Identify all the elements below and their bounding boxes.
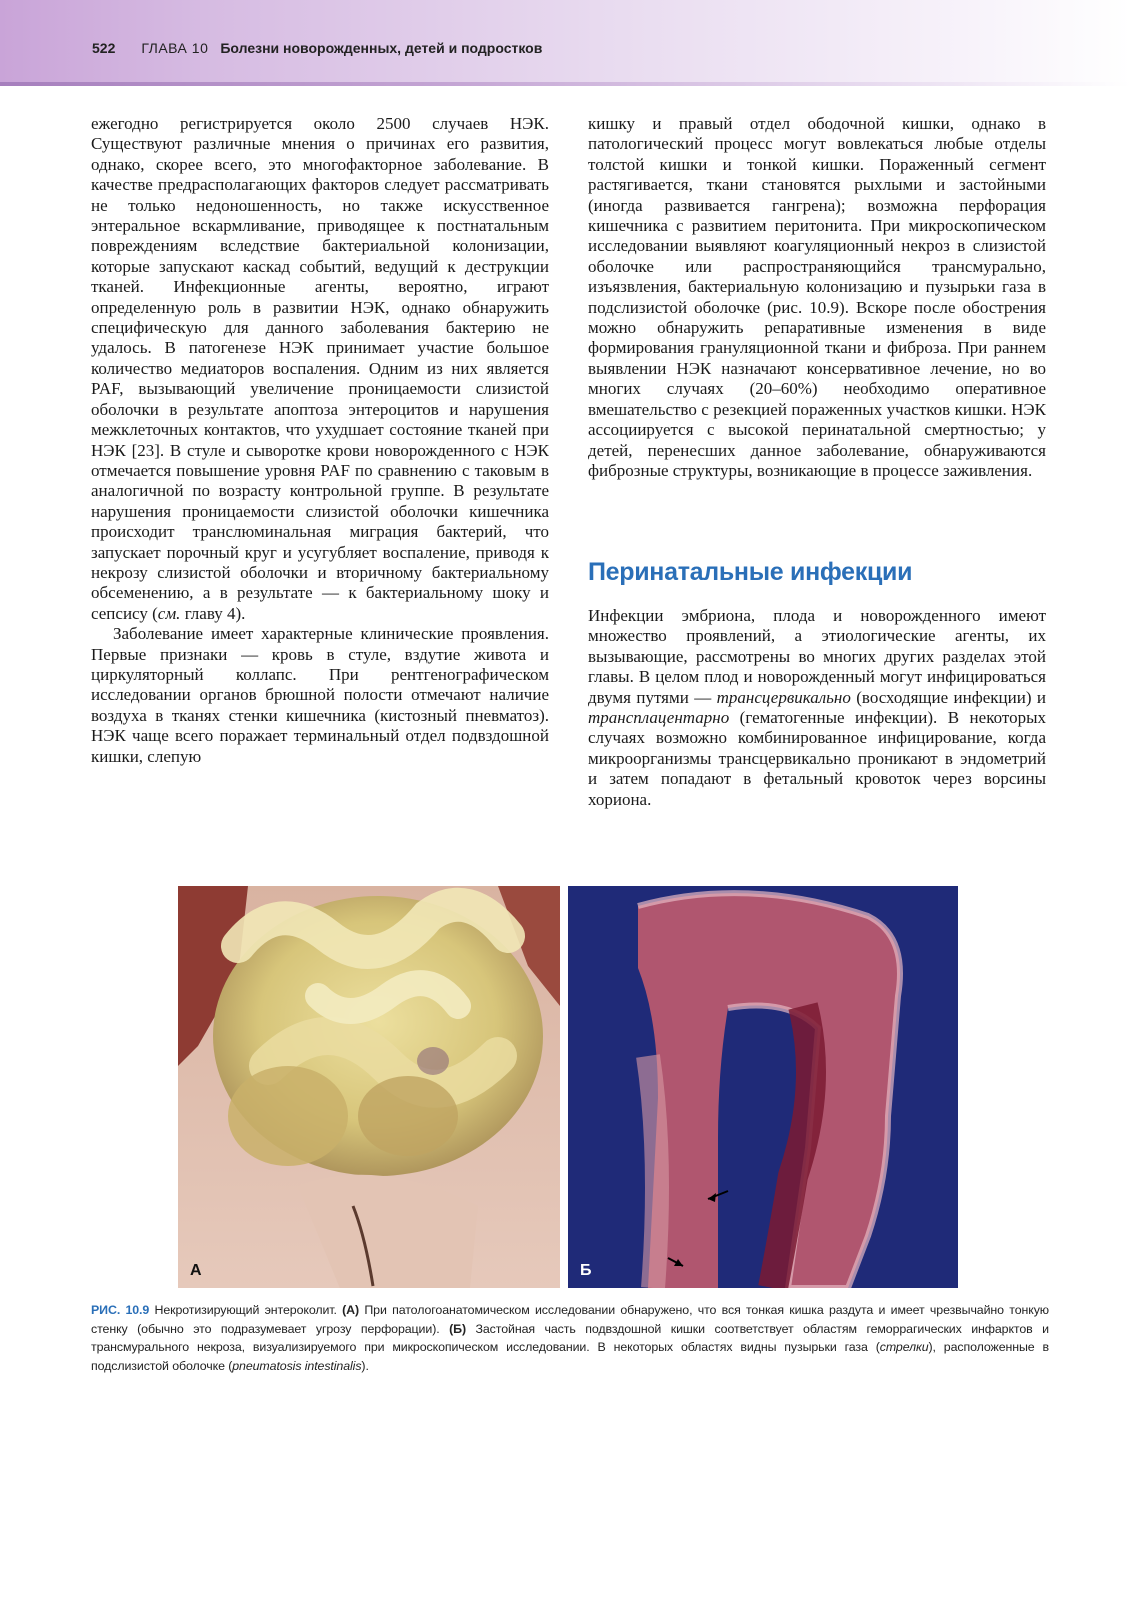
figure-photo-b — [568, 886, 958, 1288]
right-text-column-bottom — [588, 606, 1046, 840]
ileum-specimen-illustration — [568, 886, 958, 1288]
page-number: 522 — [92, 40, 116, 56]
figure-photo-a — [178, 886, 560, 1288]
left-paragraph-2: Заболевание имеет характерные клинические проявления. Первые признаки — кровь в стуле, вздутие живота и циркуляторный коллапс. При рентгенографическом исследовании органов брюшной полости отмечают наличие воздуха в тканях стенки кишечника (кистозный пневматоз). НЭК чаще всего поражает терминальный отдел подвздошной кишки, слепую — [91, 624, 549, 766]
page-header-band — [0, 0, 1131, 82]
right-paragraph-1: кишку и правый отдел ободочной кишки, однако в патологический процесс могут вовлекаться любые отделы толстой кишки и тонкой кишки. Пораженный сегмент растягивается, ткани становятся рыхлыми и застойными (иногда развивается гангрена); возможна перфорация кишечника с развитием перитонита. При микроскопическом исследовании выявляют коагуляционный некроз в слизистой оболочке или распространяющийся трансмурально, изъязвления, бактериальную колонизацию и пузырьки газа в подслизистой оболочке (рис. 10.9). Вскоре после обострения можно обнаружить репаративные изменения в виде формирования грануляционной ткани и фиброза. При раннем выявлении НЭК назначают консервативное лечение, но во многих случаях (20–60%) необходимо оперативное вмешательство с резекцией пораженных участков кишки. НЭК ассоциируется с высокой перинатальной смертностью; у детей, перенесших данное заболевание, обнаруживаются фиброзные структуры, возникающие в процессе заживления. — [588, 114, 1046, 480]
left-paragraph-1: ежегодно регистрируется около 2500 случаев НЭК. Существуют различные мнения о причинах его развития, однако, скорее всего, это многофакторное заболевание. В качестве предрасполагающих факторов следует рассматривать не только недоношенность, но также искусственное энтеральное вскармливание, приводящее к постнатальным повреждениям вследствие бактериальной колонизации, которые запускают каскад событий, ведущий к деструкции тканей. Инфекционные агенты, вероятно, играют определенную роль в развитии НЭК, однако обнаружить специфическую для данного заболевания бактерию не удалось. В патогенезе НЭК принимает участие большое количество медиаторов воспаления. Одним из них является PAF, вызывающий увеличение проницаемости слизистой оболочки в результате апоптоза энтероцитов и нарушения межклеточных контактов, что ухудшает состояние тканей при НЭК [23]. В стуле и сыворотке крови новорожденного с НЭК отмечается повышение уровня PAF по сравнению с таковым в аналогичной по возрасту контрольной группе. В результате нарушения проницаемости слизистой оболочки кишечника происходит транслюминальная миграция бактерий, что запускает порочный круг и усугубляет воспаление, приводя к некрозу слизистой оболочки и вторичному бактериальному обсеменению, а в результате — к бактериальному шоку и сепсису (см. главу 4). — [91, 114, 549, 623]
right-text-column-top — [588, 114, 1046, 534]
chapter-label: ГЛАВА 10 — [141, 40, 209, 56]
figure-number: РИС. 10.9 — [91, 1303, 150, 1317]
right-paragraph-2: Инфекции эмбриона, плода и новорожденного имеют множество проявлений, а этиологические агенты, их вызывающие, рассмотрены во многих других разделах этой главы. В целом плод и новорожденный могут инфицироваться двумя путями — трансцервикально (восходящие инфекции) и трансплацентарно (гематогенные инфекции). В некоторых случаях возможно комбинированное инфицирование, когда микроорганизмы трансцервикально проникают в эндометрий и затем попадают в фетальный кровоток через ворсины хориона. — [588, 606, 1046, 809]
running-header — [92, 40, 542, 56]
figure-caption: РИС. 10.9 Некротизирующий энтероколит. (А) При патологоанатомическом исследовании обнаружено, что вся тонкая кишка раздута и имеет чрезвычайно тонкую стенку (обычно это подразумевает угрозу перфорации). (Б) Застойная часть подвздошной кишки соответствует областям геморрагических инфарктов и трансмурального некроза, визуализируемого при микроскопическом исследовании. В некоторых областях видны пузырьки газа (стрелки), расположенные в подслизистой оболочке (pneumatosis intestinalis). — [91, 1303, 1050, 1373]
figure-label-a: А — [190, 1262, 202, 1279]
intestine-photo-illustration — [178, 886, 560, 1288]
left-text-column — [91, 114, 549, 840]
chapter-title: Болезни новорожденных, детей и подростков — [220, 40, 543, 56]
figure-label-b: Б — [580, 1262, 592, 1279]
header-divider — [0, 82, 1131, 86]
section-heading: Перинатальные инфекции — [588, 558, 913, 586]
